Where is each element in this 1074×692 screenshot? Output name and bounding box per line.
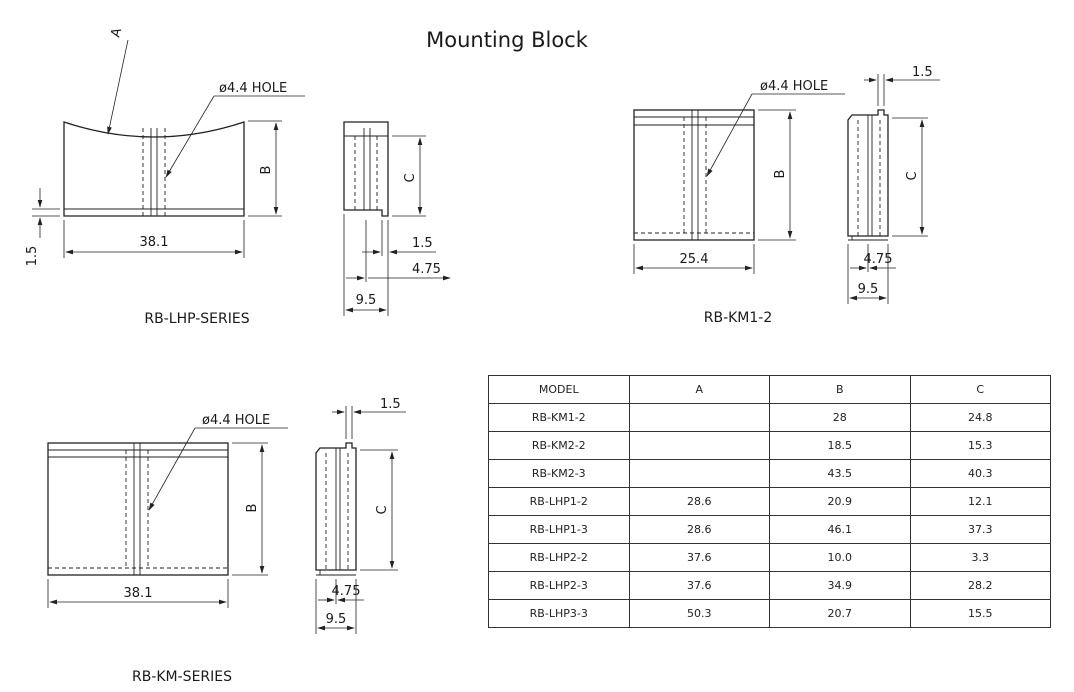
cell-model: RB-KM2-2	[489, 432, 630, 460]
km12-dim-lip: 1.5	[912, 65, 933, 80]
cell-c: 37.3	[910, 516, 1051, 544]
lhp-dim-width: 38.1	[139, 235, 169, 250]
lhp-dim-b: B	[259, 165, 274, 175]
col-a-header: A	[629, 376, 770, 404]
km12-dim-half: 4.75	[863, 252, 893, 267]
cell-model: RB-LHP1-2	[489, 488, 630, 516]
cell-c: 15.3	[910, 432, 1051, 460]
col-c-header: C	[910, 376, 1051, 404]
lhp-dim-half: 4.75	[412, 262, 441, 277]
km-hole-label: ø4.4 HOLE	[202, 413, 271, 428]
cell-model: RB-LHP3-3	[489, 600, 630, 628]
lhp-dim-depth: 9.5	[355, 293, 377, 308]
lhp-caption: RB-LHP-SERIES	[144, 311, 250, 327]
km12-caption: RB-KM1-2	[703, 310, 773, 326]
table-header-row	[489, 376, 1051, 404]
cell-model: RB-LHP2-3	[489, 572, 630, 600]
cell-c: 12.1	[910, 488, 1051, 516]
lhp-hole-label: ø4.4 HOLE	[219, 81, 288, 96]
cell-a: 37.6	[629, 572, 770, 600]
col-b-header: B	[770, 376, 911, 404]
km-dim-width: 38.1	[123, 586, 153, 601]
lhp-dim-base: 1.5	[25, 245, 40, 267]
cell-a: 37.6	[629, 544, 770, 572]
km12-side-view	[848, 65, 940, 304]
km12-dim-depth: 9.5	[857, 282, 879, 297]
km-dim-c: C	[375, 505, 390, 515]
cell-c: 40.3	[910, 460, 1051, 488]
km-dim-b: B	[245, 503, 260, 513]
table-row	[489, 404, 1051, 432]
km-side-view	[316, 397, 406, 634]
table-row	[489, 516, 1051, 544]
table-row	[489, 572, 1051, 600]
km12-dim-b: B	[773, 169, 788, 179]
cell-model: RB-KM1-2	[489, 404, 630, 432]
cell-b: 20.7	[770, 600, 911, 628]
cell-a: 50.3	[629, 600, 770, 628]
lhp-dim-c: C	[403, 173, 418, 183]
lhp-dim-step: 1.5	[412, 236, 433, 251]
km12-dim-c: C	[905, 171, 920, 181]
km-caption: RB-KM-SERIES	[131, 669, 233, 685]
cell-b: 20.9	[770, 488, 911, 516]
dim-a-label: A	[108, 26, 126, 40]
cell-a: 28.6	[629, 488, 770, 516]
cell-model: RB-LHP2-2	[489, 544, 630, 572]
cell-c: 24.8	[910, 404, 1051, 432]
lhp-side-view	[344, 122, 450, 316]
cell-c: 15.5	[910, 600, 1051, 628]
table-row	[489, 432, 1051, 460]
table-row	[489, 544, 1051, 572]
table-row	[489, 600, 1051, 628]
km12-dim-width: 25.4	[679, 252, 709, 267]
cell-b: 28	[770, 404, 911, 432]
cell-a	[629, 404, 770, 432]
cell-model: RB-LHP1-3	[489, 516, 630, 544]
table-row	[489, 460, 1051, 488]
cell-c: 3.3	[910, 544, 1051, 572]
cell-b: 34.9	[770, 572, 911, 600]
cell-b: 46.1	[770, 516, 911, 544]
cell-a	[629, 432, 770, 460]
cell-b: 43.5	[770, 460, 911, 488]
km12-hole-label: ø4.4 HOLE	[760, 79, 829, 94]
km-dim-half: 4.75	[331, 584, 361, 599]
km-dim-lip: 1.5	[380, 397, 401, 412]
lhp-front-view	[25, 26, 305, 266]
cell-c: 28.2	[910, 572, 1051, 600]
cell-a: 28.6	[629, 516, 770, 544]
km12-front-view	[634, 79, 845, 274]
table-row	[489, 488, 1051, 516]
cell-a	[629, 460, 770, 488]
cell-b: 18.5	[770, 432, 911, 460]
cell-model: RB-KM2-3	[489, 460, 630, 488]
cell-b: 10.0	[770, 544, 911, 572]
km-front-view	[48, 413, 288, 608]
km-dim-depth: 9.5	[325, 612, 347, 627]
col-model-header: MODEL	[489, 376, 630, 404]
drawing-title: Mounting Block	[426, 28, 588, 52]
spec-table	[488, 375, 1051, 628]
